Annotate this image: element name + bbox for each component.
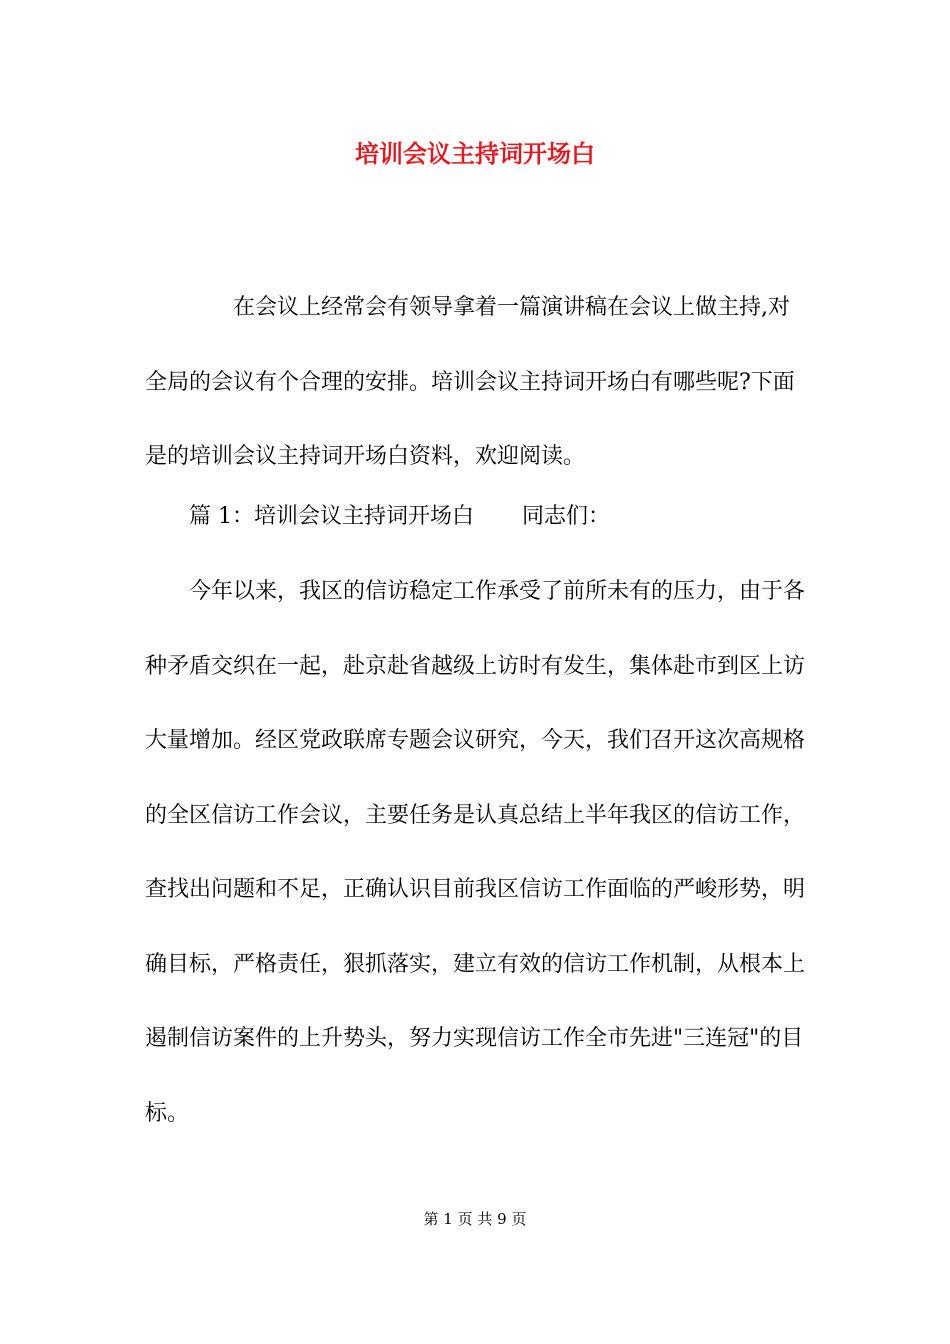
intro-paragraph: 在会议上经常会有领导拿着一篇演讲稿在会议上做主持,对全局的会议有个合理的安排。培训会议主持词开场白有哪些呢?下面是的培训会议主持词开场白资料，欢迎阅读。 bbox=[145, 295, 795, 469]
section-heading: 篇 1：培训会议主持词开场白 bbox=[189, 504, 474, 529]
body-paragraph: 今年以来，我区的信访稳定工作承受了前所未有的压力，由于各种矛盾交织在一起，赴京赴省越级上访时有发生，集体赴市到区上访大量增加。经区党政联席专题会议研究，今天，我们召开这次高规格的全区信访工作会议，主要任务是认真总结上半年我区的信访工作，查找出问题和不足，正确认识目前我区信访工作面临的严峻形势，明确目标，严格责任，狠抓落实，建立有效的信访工作机制，从根本上遏制信访案件的上升势头，努力实现信访工作全市先进"三连冠"的目标。 bbox=[145, 579, 806, 1126]
salutation: 同志们： bbox=[522, 504, 611, 529]
document-title: 培训会议主持词开场白 bbox=[355, 139, 595, 168]
page-number-footer: 第 1 页 共 9 页 bbox=[423, 1210, 527, 1228]
section-heading-line bbox=[145, 480, 805, 555]
